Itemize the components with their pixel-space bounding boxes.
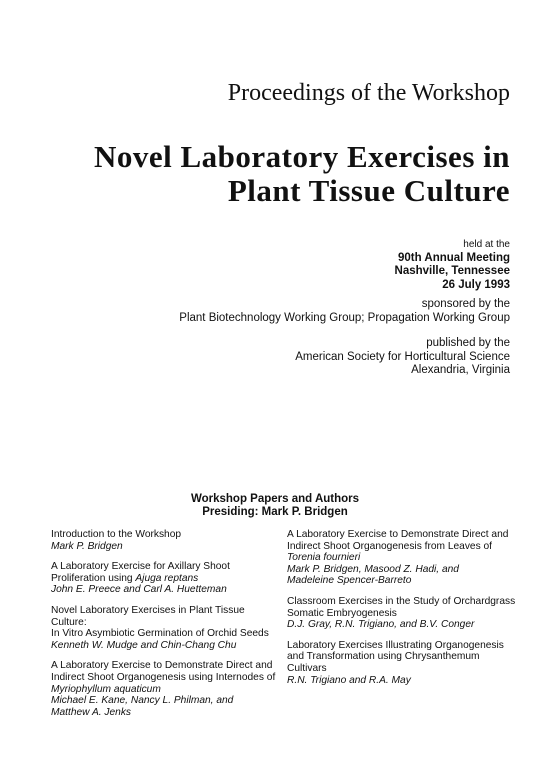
papers-title: Workshop Papers and Authors [190, 493, 360, 505]
paper-title-species: Ajuga reptans [135, 572, 199, 584]
paper-title: Laboratory Exercises Illustrating Organogenesis [287, 639, 504, 651]
title-line-1: Novel Laboratory Exercises in [93, 139, 510, 174]
title-line-2: Plant Tissue Culture [227, 173, 510, 208]
paper-authors: R.N. Trigiano and R.A. May [287, 674, 411, 686]
paper-title: Classroom Exercises in the Study of Orchardgrass [287, 595, 516, 607]
paper-entry [51, 561, 276, 596]
papers-column-right [287, 529, 517, 695]
sponsor-groups: Plant Biotechnology Working Group; Propagation Working Group [179, 311, 510, 324]
meeting-location: Nashville, Tennessee [394, 265, 510, 277]
paper-authors: Madeleine Spencer-Barreto [287, 575, 412, 587]
paper-authors: Michael E. Kane, Nancy L. Philman, and [51, 695, 234, 707]
paper-title: In Vitro Asymbiotic Germination of Orchid Seeds [51, 628, 269, 640]
paper-authors: John E. Preece and Carl A. Huetteman [51, 584, 227, 596]
published-label: published by the [426, 337, 510, 349]
paper-title-plain: Proliferation using [51, 572, 136, 584]
paper-title: A Laboratory Exercise for Axillary Shoot [51, 561, 230, 573]
paper-entry [51, 605, 276, 651]
paper-authors: Mark P. Bridgen [51, 540, 123, 552]
presiding-line: Presiding: Mark P. Bridgen [202, 506, 348, 518]
sponsored-block [179, 298, 510, 325]
paper-title-line [51, 573, 276, 585]
paper-title: Indirect Shoot Organogenesis using Internodes of [51, 671, 276, 683]
published-block [295, 337, 510, 378]
paper-entry [287, 640, 517, 686]
paper-entry [51, 660, 276, 718]
papers-column-left [51, 529, 276, 727]
papers-heading [0, 493, 550, 519]
paper-title: A Laboratory Exercise to Demonstrate Direct and [287, 529, 509, 540]
held-label: held at the [463, 239, 510, 250]
paper-title: and Transformation using Chrysanthemum [287, 651, 480, 663]
publisher-city: Alexandria, Virginia [411, 364, 510, 376]
paper-title: Indirect Shoot Organogenesis from Leaves of [287, 540, 492, 552]
paper-authors: D.J. Gray, R.N. Trigiano, and B.V. Conger [287, 619, 475, 631]
paper-entry [287, 529, 517, 587]
paper-title: A Laboratory Exercise to Demonstrate Direct and [51, 660, 273, 672]
paper-entry [51, 529, 276, 552]
paper-authors: Matthew A. Jenks [51, 706, 132, 718]
paper-title: Novel Laboratory Exercises in Plant Tissue Culture: [51, 604, 245, 628]
paper-title: Somatic Embryogenesis [287, 607, 397, 619]
paper-title: Cultivars [287, 662, 327, 674]
held-block [395, 238, 510, 292]
paper-authors: Mark P. Bridgen, Masood Z. Hadi, and [287, 563, 459, 575]
paper-authors: Kenneth W. Mudge and Chin-Chang Chu [51, 639, 237, 651]
paper-title-species: Torenia fournieri [287, 552, 361, 564]
sponsored-label: sponsored by the [421, 298, 510, 310]
meeting-name: 90th Annual Meeting [397, 251, 510, 264]
meeting-date: 26 July 1993 [442, 278, 510, 291]
paper-title-species: Myriophyllum aquaticum [51, 683, 161, 695]
proceedings-subtitle: Proceedings of the Workshop [227, 80, 510, 106]
paper-title: Introduction to the Workshop [51, 529, 182, 540]
paper-entry [287, 596, 517, 631]
workshop-title [40, 140, 510, 208]
publisher-name: American Society for Horticultural Science [295, 350, 510, 363]
